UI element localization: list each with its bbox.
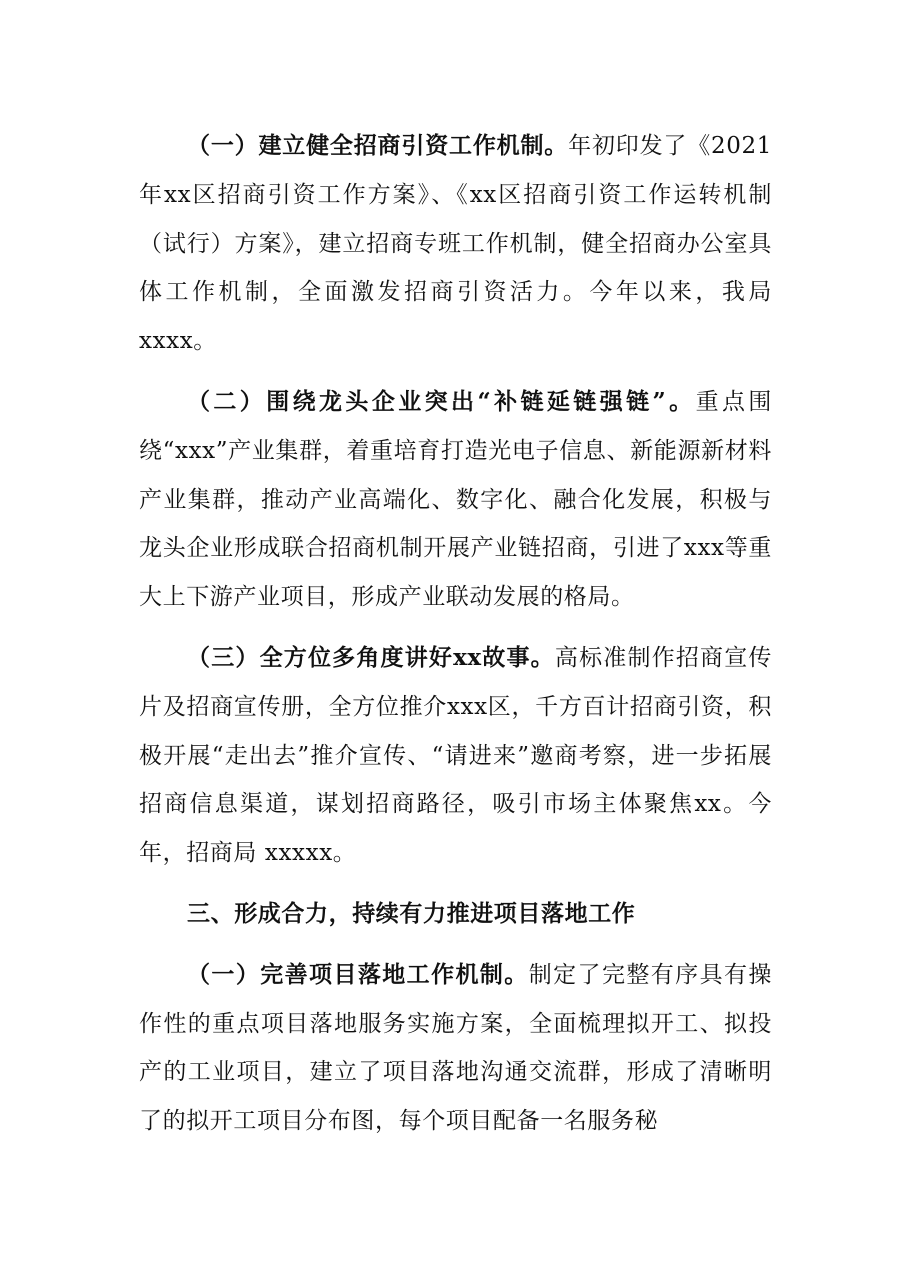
paragraph-1-lead: （一）建立健全招商引资工作机制。	[187, 132, 569, 159]
paragraph-4-body: 制定了完整有序具有操作性的重点项目落地服务实施方案，全面梳理拟开工、拟投产的工业项目，建立了项目落地沟通交流群，形成了清晰明了的拟开工项目分布图，每个项目配备一名服务秘	[139, 961, 772, 1135]
paragraph-3-body: 高标准制作招商宣传片及招商宣传册，全方位推介xxx区，千方百计招商引资，积极开展“走出去”推介宣传、“请进来”邀商考察，进一步拓展招商信息渠道，谋划招商路径，吸引市场主体聚焦xx。今年，招商局 xxxxx。	[139, 644, 772, 867]
section-heading: 三、形成合力，持续有力推进项目落地工作	[187, 899, 636, 927]
paragraph-3	[139, 634, 772, 878]
document-body	[139, 122, 772, 1158]
paragraph-4	[139, 951, 772, 1146]
paragraph-3-lead: （三）全方位多角度讲好xx故事。	[187, 643, 555, 671]
paragraph-2-body: 重点围绕“xxx”产业集群，着重培育打造光电子信息、新能源新材料产业集群，推动产业高端化、数字化、融合化发展，积极与龙头企业形成联合招商机制开展产业链招商，引进了xxx等重大上下游产业项目，形成产业联动发展的格局。	[139, 388, 772, 611]
paragraph-1	[139, 122, 772, 366]
paragraph-1-body: 年初印发了《2021年xx区招商引资工作方案》、《xx区招商引资工作运转机制（试行）方案》，建立招商专班工作机制，健全招商办公室具体工作机制，全面激发招商引资活力。今年以来，我局 xxxx。	[139, 133, 772, 355]
paragraph-2-lead: （二）围绕龙头企业突出“补链延链强链”。	[187, 387, 696, 415]
paragraph-2	[139, 378, 772, 622]
paragraph-4-lead: （一）完善项目落地工作机制。	[187, 960, 529, 988]
